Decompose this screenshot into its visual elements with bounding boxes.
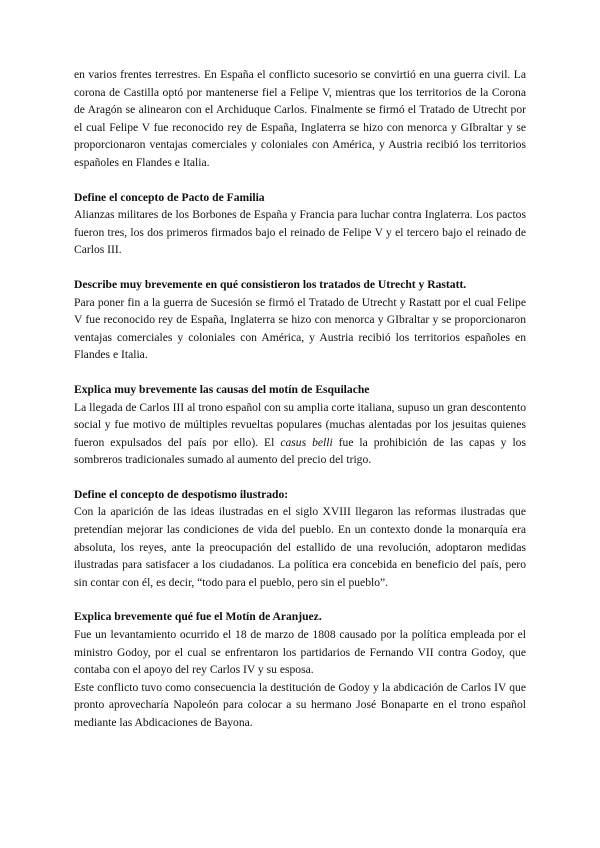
section-heading: Define el concepto de Pacto de Familia bbox=[74, 190, 265, 204]
document-page bbox=[74, 66, 526, 732]
section-answer: Fue un levantamiento ocurrido el 18 de marzo de 1808 causado por la política empleada por el ministro Godoy, por el cual se enfrentaron los partidarios de Fernando VII contra Godoy, que contaba con el apoyo del rey Carlos IV y su esposa. bbox=[74, 628, 526, 677]
section-answer bbox=[74, 399, 526, 469]
section-heading: Explica brevemente qué fue el Motín de Aranjuez. bbox=[74, 610, 322, 624]
section-heading: Describe muy brevemente en qué consistieron los tratados de Utrecht y Rastatt. bbox=[74, 277, 467, 291]
section-pacto-de-familia bbox=[74, 189, 526, 259]
answer-italic-term: casus belli bbox=[280, 435, 333, 449]
answer-text-before: La llegada de Carlos III al trono español con su amplia corte italiana, supuso un gran descontento social y fue motivo de múltiples revueltas populares (muchas alentadas por los jesuitas quienes fueron expulsados del país por ello). El bbox=[74, 400, 526, 449]
section-heading: Explica muy brevemente las causas del motín de Esquilache bbox=[74, 382, 370, 396]
section-motin-esquilache bbox=[74, 381, 526, 469]
section-utrecht-rastatt bbox=[74, 276, 526, 364]
section-motin-aranjuez bbox=[74, 608, 526, 731]
intro-paragraph: en varios frentes terrestres. En España el conflicto sucesorio se convirtió en una guerra civil. La corona de Castilla optó por mantenerse fiel a Felipe V, mientras que los territorios de la Corona de Aragón se alinearon con el Archiduque Carlos. Finalmente se firmó el Tratado de Utrecht por el cual Felipe V fue reconocido rey de España, Inglaterra se hizo con menorca y GIbraltar y se proporcionaron ventajas comerciales y coloniales con América, y Austria recibió los territorios españoles en Flandes e Italia. bbox=[74, 68, 526, 169]
answer-text-after: fue la prohibición de las capas y los sombreros tradicionales sumado al aumento del precio del trigo. bbox=[74, 435, 526, 467]
section-answer: Con la aparición de las ideas ilustradas en el siglo XVIII llegaron las reformas ilustradas que pretendían mejorar las condiciones de vida del pueblo. En un contexto donde la monarquía era absoluta, los reyes, ante la preocupación del estallido de una revolución, adoptaron medidas ilustradas para satisfacer a los ciudadanos. La política era concebida en beneficio del país, pero sin contar con él, es decir, “todo para el pueblo, pero sin el pueblo”. bbox=[74, 505, 526, 589]
section-heading: Define el concepto de despotismo ilustrado: bbox=[74, 487, 289, 501]
section-despotismo-ilustrado bbox=[74, 486, 526, 592]
section-answer: Alianzas militares de los Borbones de España y Francia para luchar contra Inglaterra. Los pactos fueron tres, los dos primeros firmados bajo el reinado de Felipe V y el tercero bajo el reinado de Carlos III. bbox=[74, 208, 526, 257]
section-answer: Para poner fin a la guerra de Sucesión se firmó el Tratado de Utrecht y Rastatt por el cual Felipe V fue reconocido rey de España, Inglaterra se hizo con menorca y GIbraltar y se proporcionaron ventajas comerciales y coloniales con América, y Austria recibió los territorios españoles en Flandes e Italia. bbox=[74, 295, 526, 362]
section-answer: Este conflicto tuvo como consecuencia la destitución de Godoy y la abdicación de Carlos IV que pronto aprovecharía Napoleón para colocar a su hermano José Bonaparte en el trono español mediante las Abdicaciones de Bayona. bbox=[74, 680, 526, 729]
